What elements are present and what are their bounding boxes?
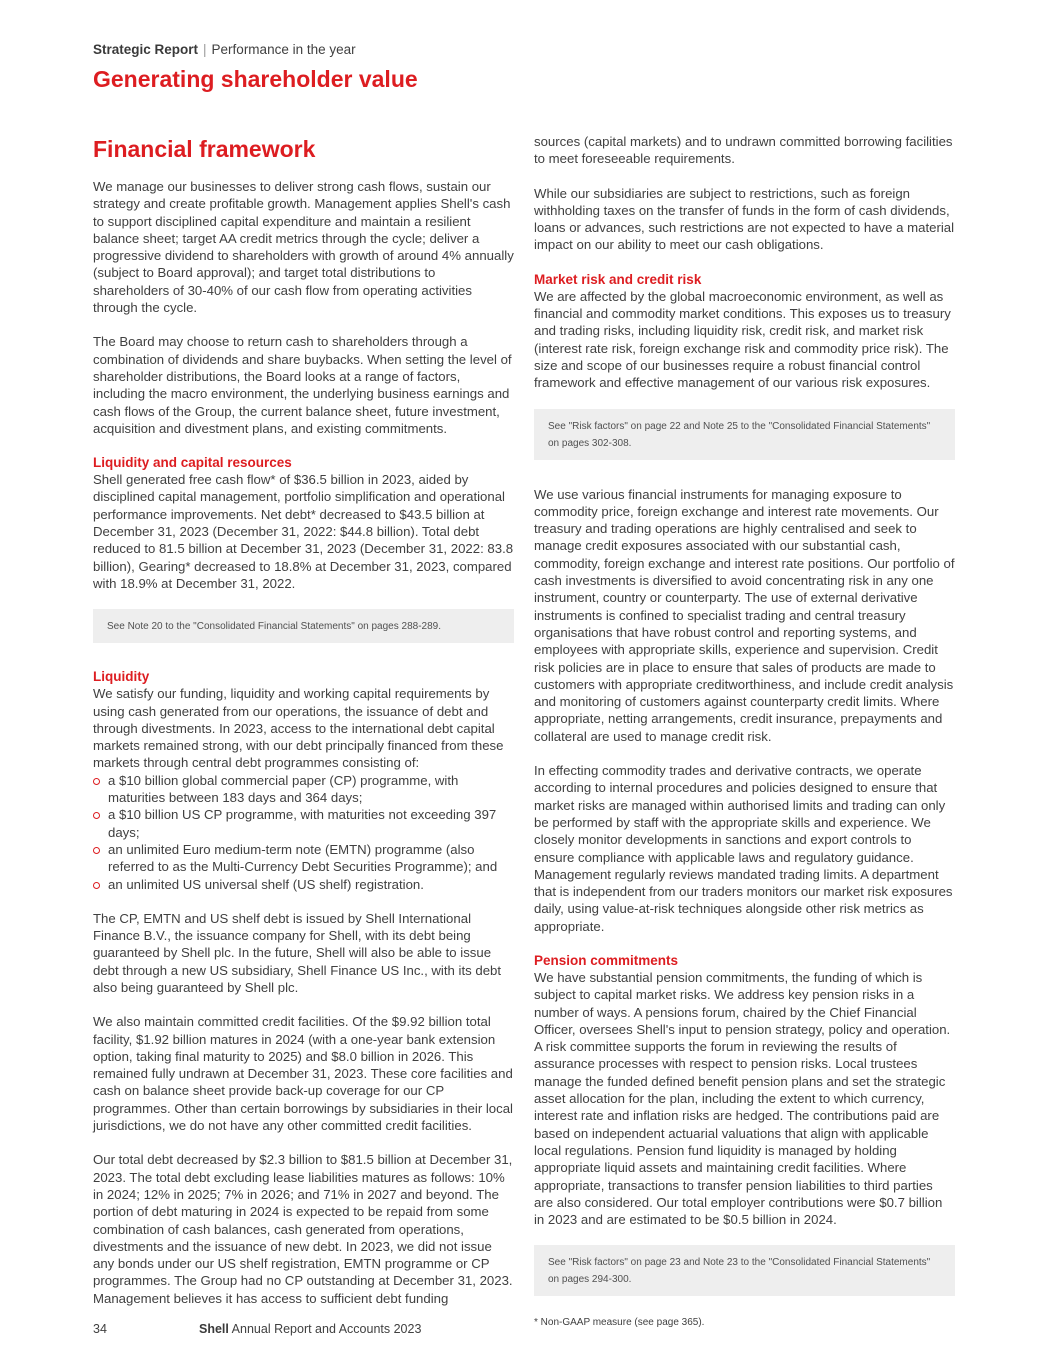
breadcrumb-section[interactable]: Strategic Report (93, 42, 199, 57)
bullet-icon (93, 882, 100, 889)
bullet-icon (93, 847, 100, 854)
paragraph: While our subsidiaries are subject to restrictions, such as foreign withholding taxes on the transfer of funds in the form of cash dividends, loans or advances, such restrictions are not expected to have a material impact on our ability to meet our cash obligations. (534, 185, 955, 253)
paragraph: We have substantial pension commitments, the funding of which is subject to capital market risks. We address key pension risks in a number of ways. A pensions forum, chaired by the Chief Financial Officer, oversees Shell's input to pension strategy, policy and operation. A risk committee supports the forum in reviewing the results of assurance processes with respect to pension risks. Local trustees manage the funded defined benefit pension plans and set the strategic asset allocation for the plan, including the extent to which currency, interest rate and inflation risks are hedged. The contributions paid are based on independent actuarial valuations that align with applicable local regulations. Pension fund liquidity is managed by holding appropriate liquid assets and maintaining credit facilities. Where appropriate, transactions to transfer pension liabilities to third parties are also considered. Our total employer contributions were $0.7 billion in 2023 and are estimated to be $0.5 billion in 2024. (534, 969, 951, 1228)
reference-note (534, 1245, 955, 1296)
financial-framework-heading: Financial framework (93, 136, 316, 162)
paragraph: We use various financial instruments for managing exposure to commodity price, foreign exchange and interest rate movements. Our treasury and trading operations are highly centralised and seek to manage credit exposures associated with our substantial cash, commodity, foreign exchange and interest rate positions. Our portfolio of cash investments is diversified to avoid concentrating risk in any one instrument, country or counterparty. The use of external derivative instruments is confined to specialist trading and central treasury organisations that have robust control and reporting systems, and employees with appropriate skills, experience and supervision. Credit risk policies are in place to ensure that sales of products are made to customers with appropriate creditworthiness, and include credit analysis and monitoring of customers against counterparty credit limits. Where appropriate, netting arrangements, credit insurance, prepayments and collateral are used to manage credit risk. (534, 486, 955, 744)
paragraph: Shell generated free cash flow* of $36.5 billion in 2023, aided by disciplined capital management, portfolio simplification and operational performance improvements. Net debt* decreased to $43.5 billion at December 31, 2023 (December 31, 2022: $44.8 billion). Total debt reduced to 81.5 billion at December 31, 2023 (December 31, 2022: 83.8 billion), Gearing* decreased to 18.8% at December 31, 2023, compared with 18.9% at December 31, 2022. (93, 472, 514, 591)
liquidity-capital-heading: Liquidity and capital resources (93, 455, 292, 471)
market-credit-risk-heading: Market risk and credit risk (534, 271, 702, 287)
bullet-icon (93, 812, 100, 819)
paragraph: The Board may choose to return cash to shareholders through a combination of dividends and share buybacks. When setting the level of shareholder distributions, the Board looks at a range of factors, including the macro environment, the underlying business earnings and cash flows of the Group, the current balance sheet, future investment, acquisition and divestment plans, and existing commitments. (93, 334, 512, 436)
page-header (93, 40, 973, 94)
list-item: an unlimited Euro medium-term note (EMTN) programme (also referred to as the Multi-Currency Debt Securities Programme); and (93, 841, 514, 876)
paragraph: sources (capital markets) and to undrawn committed borrowing facilities to meet foreseeable requirements. (534, 134, 953, 167)
page-title: Generating shareholder value (93, 66, 418, 92)
reference-note-text[interactable]: See "Risk factors" on page 22 and Note 25 to the "Consolidated Financial Statements" on pages 302-308. (548, 420, 931, 449)
left-column (93, 134, 514, 1324)
paragraph: Our total debt decreased by $2.3 billion to $81.5 billion at December 31, 2023. The total debt excluding lease liabilities matures as follows: 10% in 2024; 12% in 2025; 7% in 2026; and 71% in 2027 and beyond. The portion of debt maturing in 2024 is expected to be repaid from some combination of cash balances, cash generated from operations, divestments and the issuance of new debt. In 2023, we did not issue any bonds under our US shelf registration, EMTN programme or CP programmes. The Group had no CP outstanding at December 31, 2023. Management believes it has access to sufficient debt funding (93, 1152, 513, 1306)
liquidity-heading: Liquidity (93, 669, 150, 685)
breadcrumb (93, 40, 973, 60)
breadcrumb-subsection[interactable]: Performance in the year (211, 42, 356, 57)
report-title: Annual Report and Accounts 2023 (231, 1322, 422, 1336)
paragraph: In effecting commodity trades and derivative contracts, we operate according to internal procedures and policies designed to ensure that market risks are managed within authorised limits and trading can only be performed by staff with the appropriate skills and experience. We closely monitor developments in sanctions and export controls to ensure compliance with applicable laws and regulatory guidance. Management regularly reviews mandated trading limits. A department that is independent from our traders monitors our market risk exposures daily, using value-at-risk techniques alongside other risk metrics as appropriate. (534, 763, 953, 934)
paragraph: The CP, EMTN and US shelf debt is issued by Shell International Finance B.V., the issuance company for Shell, with its debt being guaranteed by Shell plc. In the future, Shell will also be able to issue debt through a new US subsidiary, Shell Finance US Inc., with its debt also being guaranteed by Shell plc. (93, 910, 502, 995)
paragraph: We are affected by the global macroeconomic environment, as well as financial and commodity market conditions. This exposes us to treasury and trading risks, including liquidity risk, credit risk, and market risk (interest rate risk, foreign exchange risk and commodity price risk). The size and scope of our businesses require a robust financial control framework and effective management of our various risk exposures. (534, 288, 951, 391)
breadcrumb-separator: | (203, 42, 207, 57)
page-number: 34 (93, 1322, 107, 1336)
bullet-icon (93, 778, 100, 785)
right-column (534, 133, 955, 1330)
reference-note-text[interactable]: See Note 20 to the "Consolidated Financial Statements" on pages 288-289. (107, 621, 441, 633)
debt-programme-list (93, 772, 514, 893)
reference-note-text[interactable]: See "Risk factors" on page 23 and Note 23 to the "Consolidated Financial Statements" on pages 294-300. (548, 1257, 931, 1286)
list-item: a $10 billion US CP programme, with maturities not exceeding 397 days; (93, 806, 514, 841)
reference-note (93, 609, 514, 643)
reference-note (534, 409, 955, 460)
page-footer (93, 1322, 593, 1336)
list-item: a $10 billion global commercial paper (CP) programme, with maturities between 183 days and 364 days; (93, 772, 514, 807)
paragraph: We also maintain committed credit facilities. Of the $9.92 billion total facility, $1.92 billion matures in 2024 (with a one-year bank extension option, taking final maturity to 2025) and $8.0 billion in 2026. This remained fully undrawn at December 31, 2023. These core facilities and cash on balance sheet provide back-up coverage for our CP programmes. Other than certain borrowings by subsidiaries in their local jurisdictions, we do not have any other committed credit facilities. (93, 1014, 513, 1134)
footnote: * Non-GAAP measure (see page 365). (534, 1317, 705, 1329)
paragraph: We manage our businesses to deliver strong cash flows, sustain our strategy and create profitable growth. Management applies Shell's cash to support disciplined capital expenditure and maintain a resilient balance sheet; target AA credit metrics through the cycle; deliver a progressive dividend to shareholders with growth of around 4% annually (subject to Board approval); and target total distributions to shareholders of 30-40% of our cash flow from operating activities through the cycle. (93, 179, 514, 316)
list-item: an unlimited US universal shelf (US shelf) registration. (93, 876, 514, 893)
brand-name: Shell (199, 1322, 229, 1336)
pension-commitments-heading: Pension commitments (534, 952, 679, 968)
paragraph: We satisfy our funding, liquidity and working capital requirements by using cash generated from our operations, the issuance of debt and through divestments. In 2023, access to the international debt capital markets remained strong, with our debt principally financed from these markets through central debt programmes consisting of: (93, 686, 504, 771)
